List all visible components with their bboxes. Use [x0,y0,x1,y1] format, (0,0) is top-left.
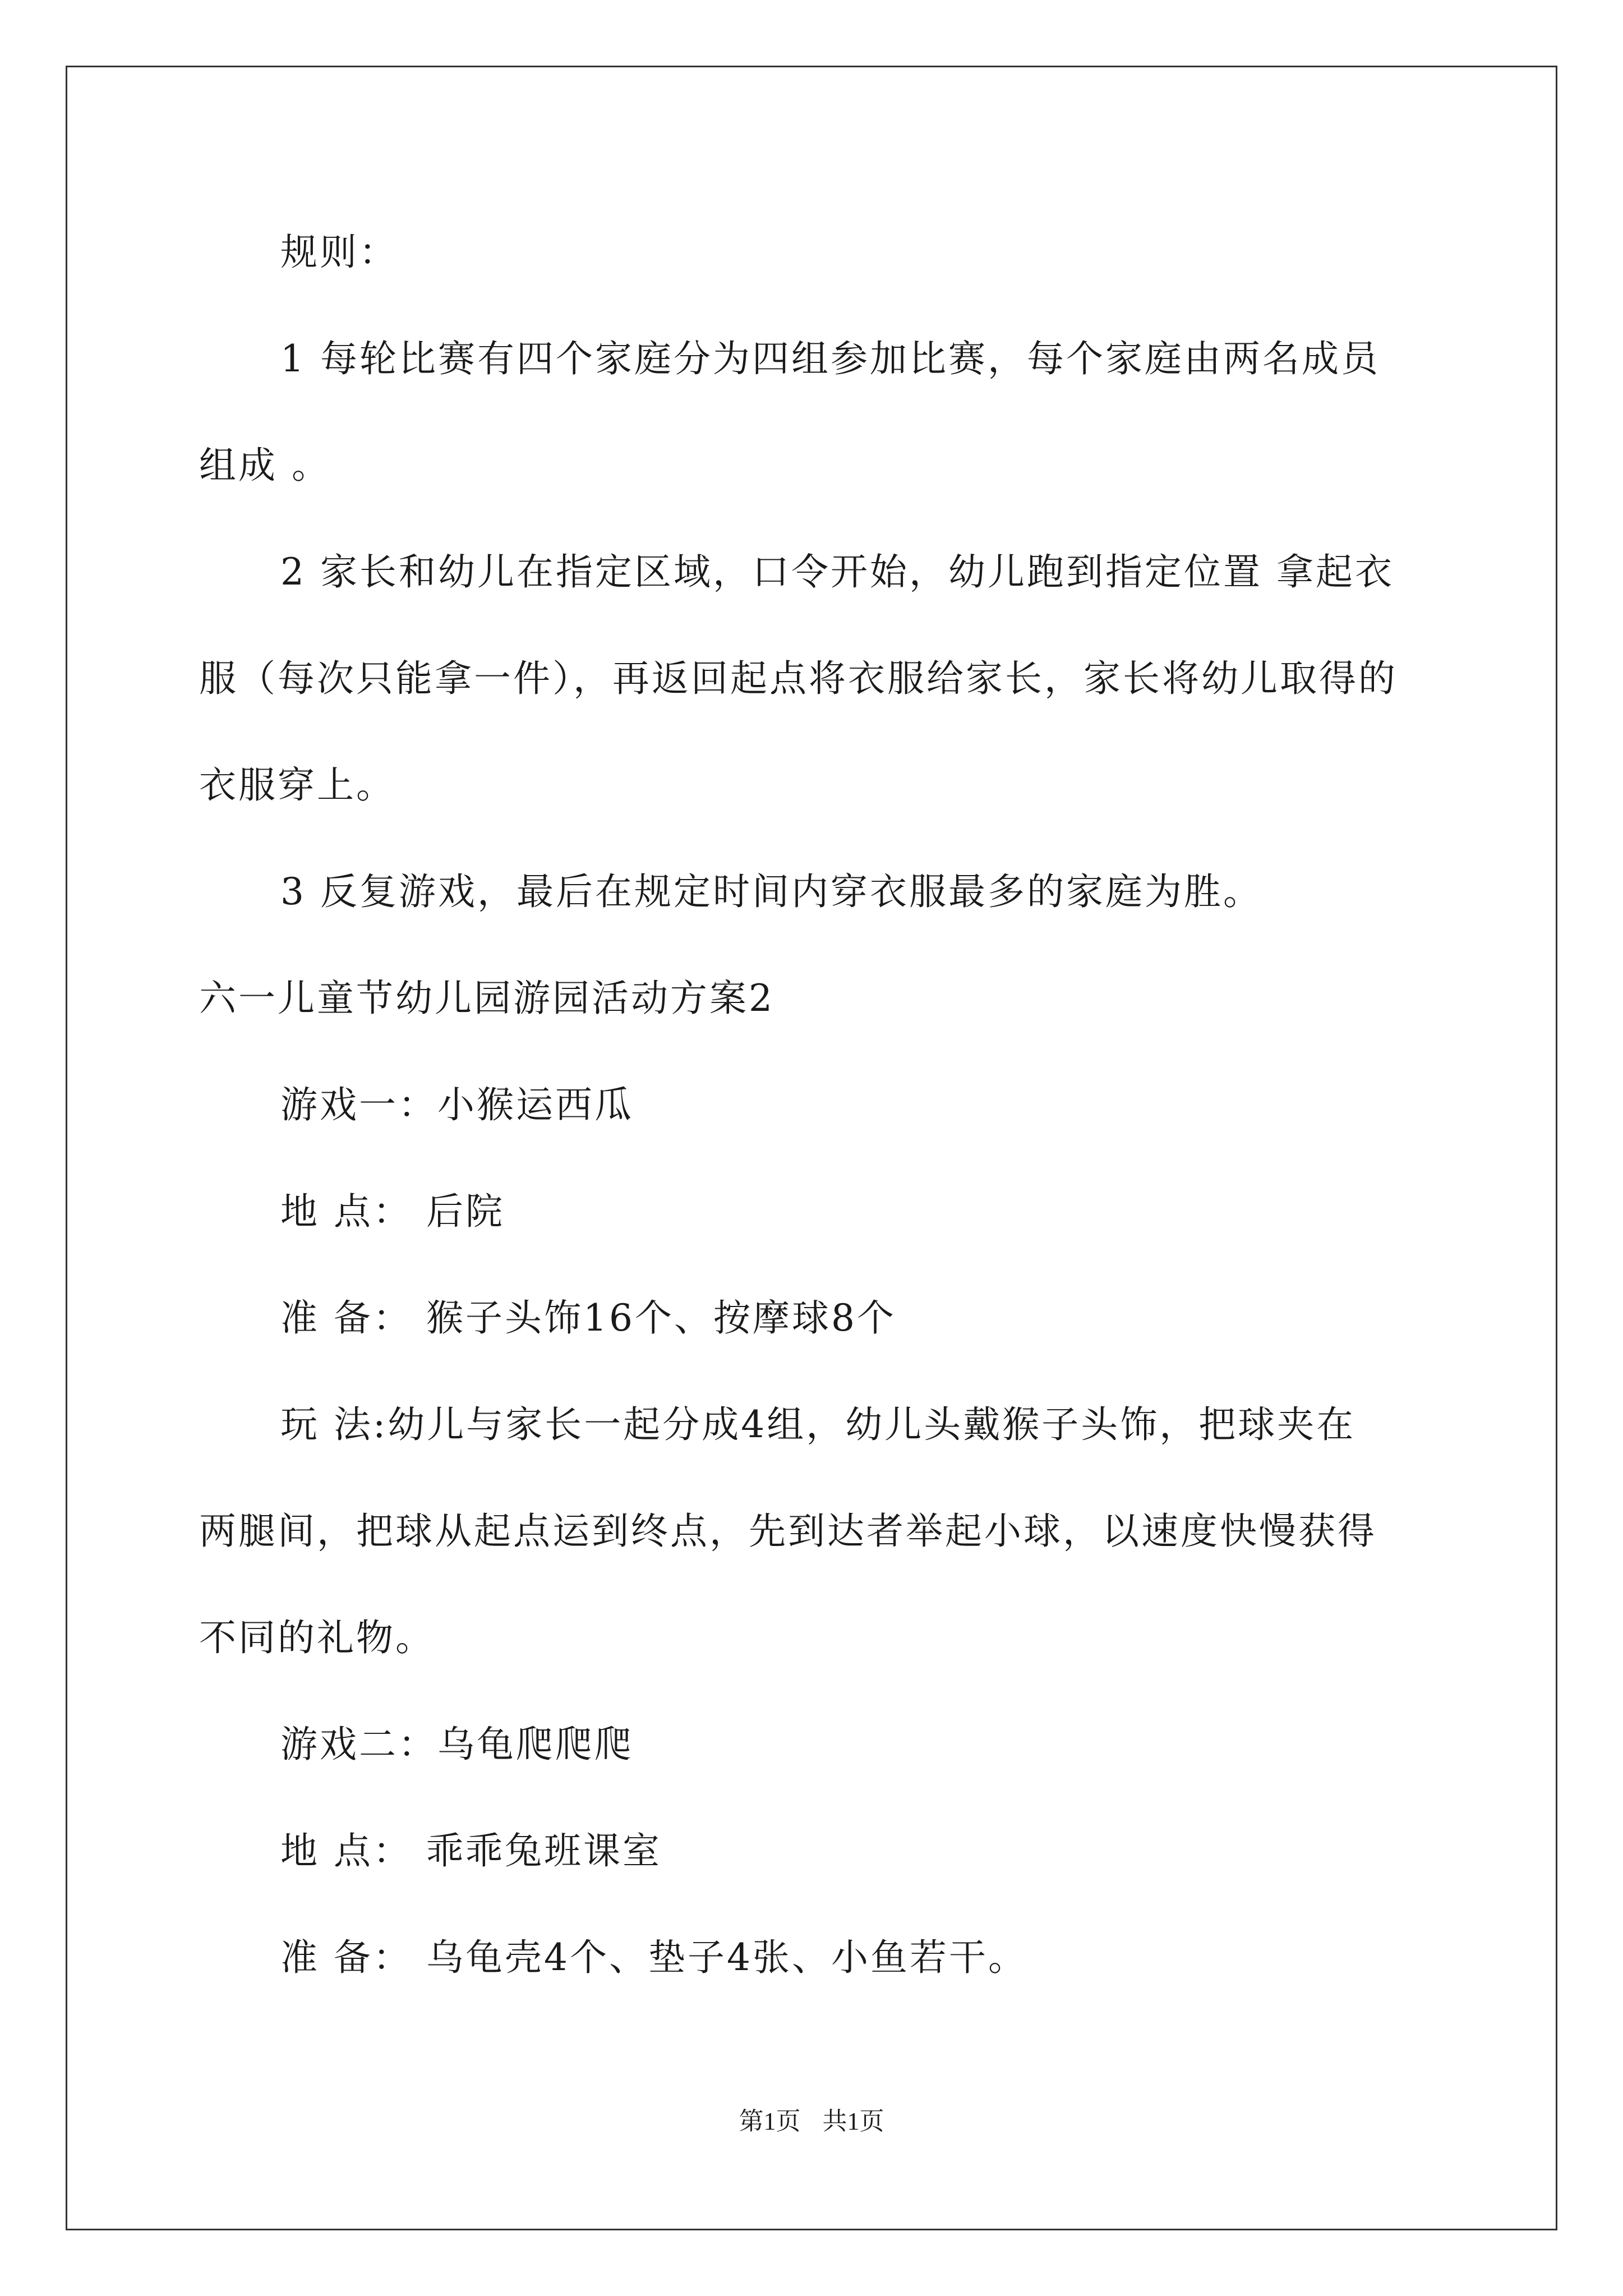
game-2-location: 地 点： 乖乖兔班课室 [280,1829,662,1872]
rules-heading: 规则： [280,231,398,274]
rule-1-line-2: 组成 。 [199,444,331,487]
rule-2-line-2: 服（每次只能拿一件），再返回起点将衣服给家长，家长将幼儿取得的 [199,657,1398,700]
page-total: 共1页 [822,2108,884,2135]
section-heading: 六一儿童节幼儿园游园活动方案2 [199,977,774,1020]
game-1-preparation: 准 备： 猴子头饰16个、按摩球8个 [280,1296,896,1340]
page-footer [0,2105,1623,2138]
page-border [66,66,1557,2230]
game-1-location: 地 点： 后院 [280,1190,505,1233]
game-2-title: 游戏二：乌龟爬爬爬 [280,1723,634,1766]
rule-1-line-1: 1 每轮比赛有四个家庭分为四组参加比赛，每个家庭由两名成员 [280,337,1380,380]
game-1-rules-line-3: 不同的礼物。 [199,1616,435,1659]
game-1-rules-line-1: 玩 法:幼儿与家长一起分成4组，幼儿头戴猴子头饰，把球夹在 [280,1403,1356,1446]
rule-2-line-1: 2 家长和幼儿在指定区域，口令开始，幼儿跑到指定位置 拿起衣 [280,550,1394,593]
rule-3-line-1: 3 反复游戏，最后在规定时间内穿衣服最多的家庭为胜。 [280,870,1262,913]
game-1-rules-line-2: 两腿间，把球从起点运到终点，先到达者举起小球，以速度快慢获得 [199,1510,1377,1553]
game-2-preparation: 准 备： 乌龟壳4个、垫子4张、小鱼若干。 [280,1936,1027,1979]
page-number: 第1页 [739,2108,801,2135]
game-1-title: 游戏一：小猴运西瓜 [280,1083,634,1126]
rule-2-line-3: 衣服穿上。 [199,763,395,807]
